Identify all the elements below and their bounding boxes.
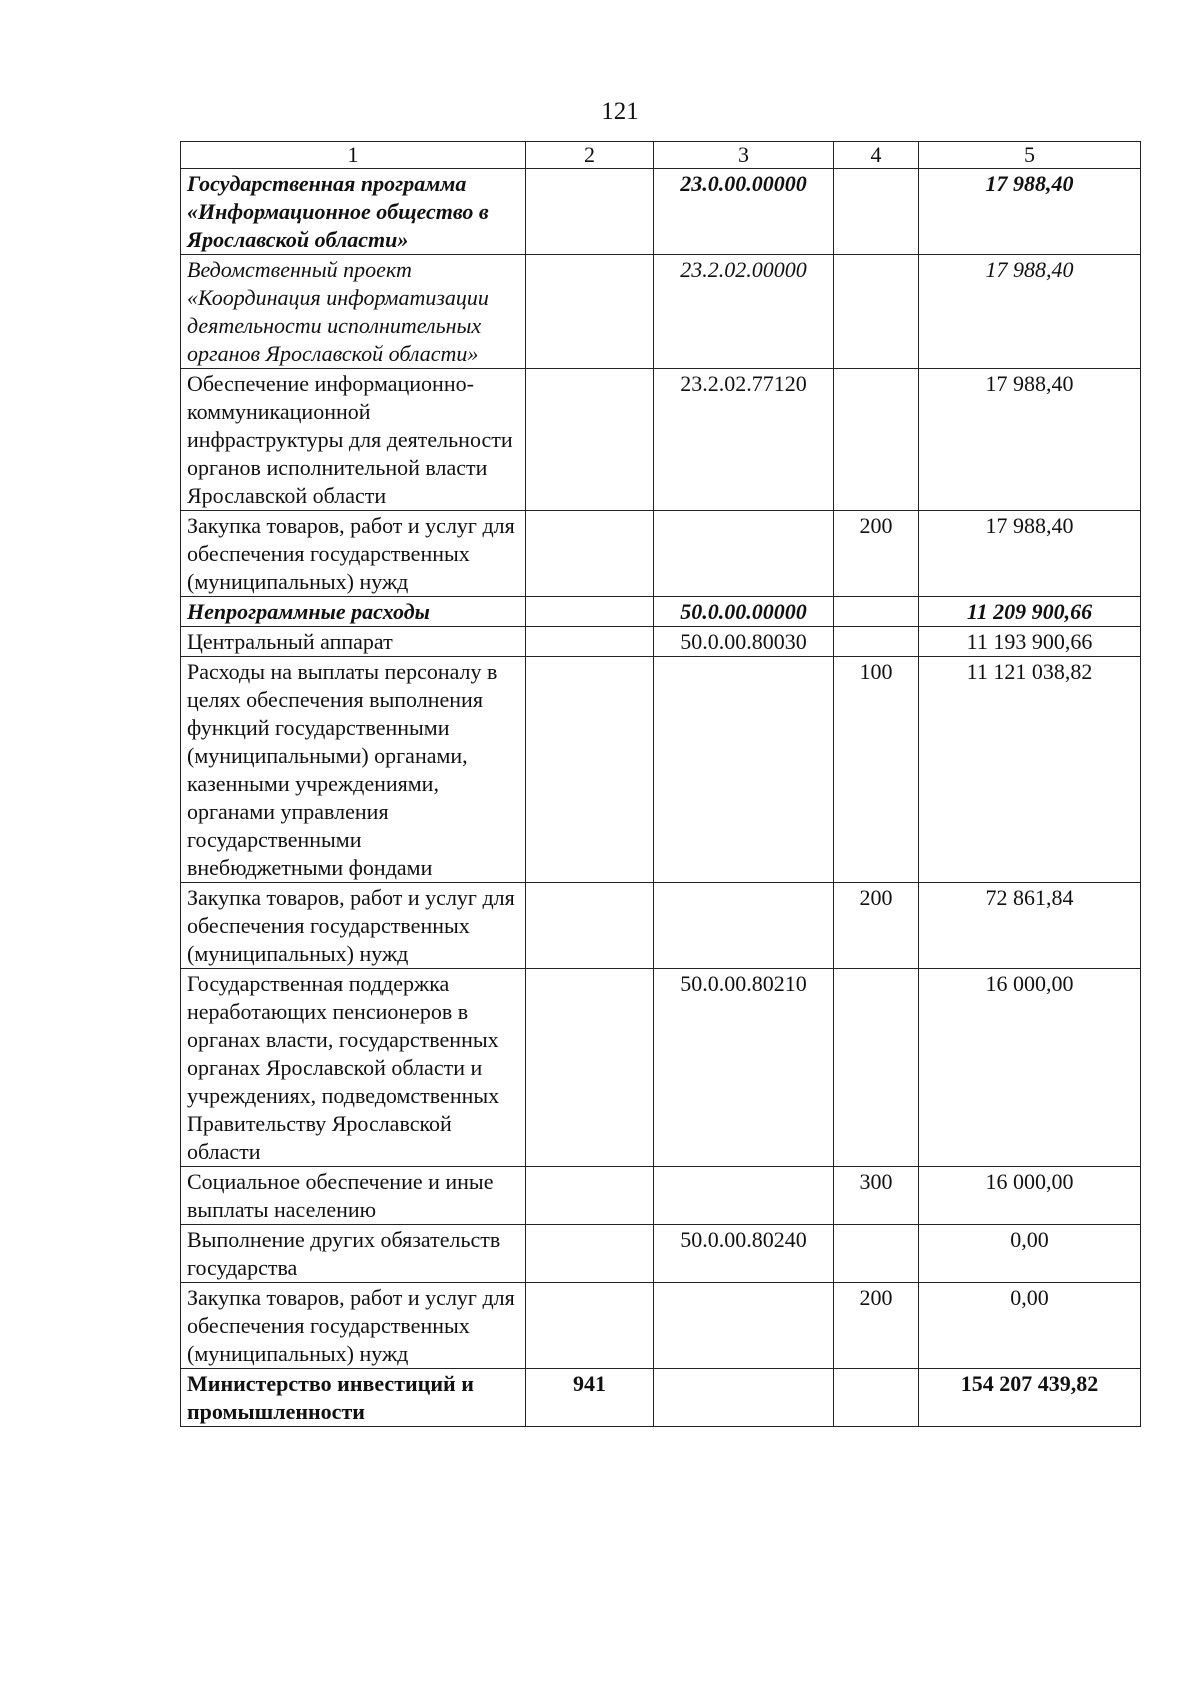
- row-code-cell: 50.0.00.00000: [654, 597, 834, 627]
- row-expense-kind-cell: [834, 1225, 919, 1283]
- row-chapter-cell: [526, 369, 654, 511]
- header-col-1: 1: [181, 142, 526, 169]
- row-code-cell: 23.0.00.00000: [654, 169, 834, 255]
- row-chapter-cell: [526, 1225, 654, 1283]
- row-name-cell: Социальное обеспечение и иные выплаты населению: [181, 1167, 526, 1225]
- row-chapter-cell: [526, 1167, 654, 1225]
- table-row: [181, 1283, 1141, 1369]
- row-sum-cell: 17 988,40: [919, 255, 1141, 369]
- row-expense-kind-cell: 200: [834, 511, 919, 597]
- table-row: [181, 657, 1141, 883]
- row-sum-cell: 17 988,40: [919, 369, 1141, 511]
- row-sum-cell: 17 988,40: [919, 511, 1141, 597]
- table-row: [181, 883, 1141, 969]
- header-row: [181, 142, 1141, 169]
- table-row: [181, 169, 1141, 255]
- row-sum-cell: 0,00: [919, 1225, 1141, 1283]
- row-name-cell: Государственная поддержка неработающих пенсионеров в органах власти, государственных органах Ярославской области и учреждениях, подведомственных Правительству Ярославской области: [181, 969, 526, 1167]
- table-row: [181, 1167, 1141, 1225]
- row-code-cell: 23.2.02.77120: [654, 369, 834, 511]
- row-name-cell: Непрограммные расходы: [181, 597, 526, 627]
- row-sum-cell: 154 207 439,82: [919, 1369, 1141, 1427]
- header-col-5: 5: [919, 142, 1141, 169]
- header-col-3: 3: [654, 142, 834, 169]
- row-name-cell: Центральный аппарат: [181, 627, 526, 657]
- row-chapter-cell: 941: [526, 1369, 654, 1427]
- row-chapter-cell: [526, 597, 654, 627]
- row-expense-kind-cell: [834, 255, 919, 369]
- row-sum-cell: 16 000,00: [919, 1167, 1141, 1225]
- row-name-cell: Закупка товаров, работ и услуг для обеспечения государственных (муниципальных) нужд: [181, 1283, 526, 1369]
- row-code-cell: 23.2.02.00000: [654, 255, 834, 369]
- row-code-cell: [654, 883, 834, 969]
- row-sum-cell: 11 209 900,66: [919, 597, 1141, 627]
- row-expense-kind-cell: [834, 1369, 919, 1427]
- table-row: [181, 627, 1141, 657]
- row-code-cell: [654, 657, 834, 883]
- row-name-cell: Расходы на выплаты персоналу в целях обеспечения выполнения функций государственными (муниципальными) органами, казенными учреждениями, органами управления государственными внебюджетными фондами: [181, 657, 526, 883]
- row-expense-kind-cell: [834, 969, 919, 1167]
- table-row: [181, 369, 1141, 511]
- row-sum-cell: 0,00: [919, 1283, 1141, 1369]
- row-chapter-cell: [526, 627, 654, 657]
- row-sum-cell: 11 121 038,82: [919, 657, 1141, 883]
- table-row: [181, 597, 1141, 627]
- header-col-4: 4: [834, 142, 919, 169]
- row-chapter-cell: [526, 969, 654, 1167]
- table-row: [181, 1369, 1141, 1427]
- row-code-cell: [654, 511, 834, 597]
- budget-table: [180, 141, 1141, 1427]
- row-expense-kind-cell: 300: [834, 1167, 919, 1225]
- row-code-cell: [654, 1167, 834, 1225]
- row-expense-kind-cell: [834, 369, 919, 511]
- row-name-cell: Выполнение других обязательств государства: [181, 1225, 526, 1283]
- row-expense-kind-cell: 200: [834, 1283, 919, 1369]
- row-sum-cell: 17 988,40: [919, 169, 1141, 255]
- row-code-cell: 50.0.00.80240: [654, 1225, 834, 1283]
- table-row: [181, 255, 1141, 369]
- table-row: [181, 1225, 1141, 1283]
- row-sum-cell: 16 000,00: [919, 969, 1141, 1167]
- row-chapter-cell: [526, 511, 654, 597]
- row-expense-kind-cell: 100: [834, 657, 919, 883]
- row-name-cell: Обеспечение информационно-коммуникационной инфраструктуры для деятельности органов исполнительной власти Ярославской области: [181, 369, 526, 511]
- row-expense-kind-cell: [834, 597, 919, 627]
- row-expense-kind-cell: 200: [834, 883, 919, 969]
- row-sum-cell: 72 861,84: [919, 883, 1141, 969]
- row-name-cell: Закупка товаров, работ и услуг для обеспечения государственных (муниципальных) нужд: [181, 883, 526, 969]
- row-name-cell: Государственная программа «Информационное общество в Ярославской области»: [181, 169, 526, 255]
- row-expense-kind-cell: [834, 627, 919, 657]
- row-name-cell: Закупка товаров, работ и услуг для обеспечения государственных (муниципальных) нужд: [181, 511, 526, 597]
- row-sum-cell: 11 193 900,66: [919, 627, 1141, 657]
- row-name-cell: Ведомственный проект «Координация информатизации деятельности исполнительных органов Ярославской области»: [181, 255, 526, 369]
- row-code-cell: [654, 1283, 834, 1369]
- page-number: 121: [601, 98, 639, 125]
- row-chapter-cell: [526, 1283, 654, 1369]
- row-expense-kind-cell: [834, 169, 919, 255]
- row-code-cell: [654, 1369, 834, 1427]
- row-chapter-cell: [526, 883, 654, 969]
- row-chapter-cell: [526, 169, 654, 255]
- row-chapter-cell: [526, 255, 654, 369]
- row-code-cell: 50.0.00.80030: [654, 627, 834, 657]
- header-col-2: 2: [526, 142, 654, 169]
- row-code-cell: 50.0.00.80210: [654, 969, 834, 1167]
- row-chapter-cell: [526, 657, 654, 883]
- row-name-cell: Министерство инвестиций и промышленности: [181, 1369, 526, 1427]
- table-row: [181, 969, 1141, 1167]
- table-row: [181, 511, 1141, 597]
